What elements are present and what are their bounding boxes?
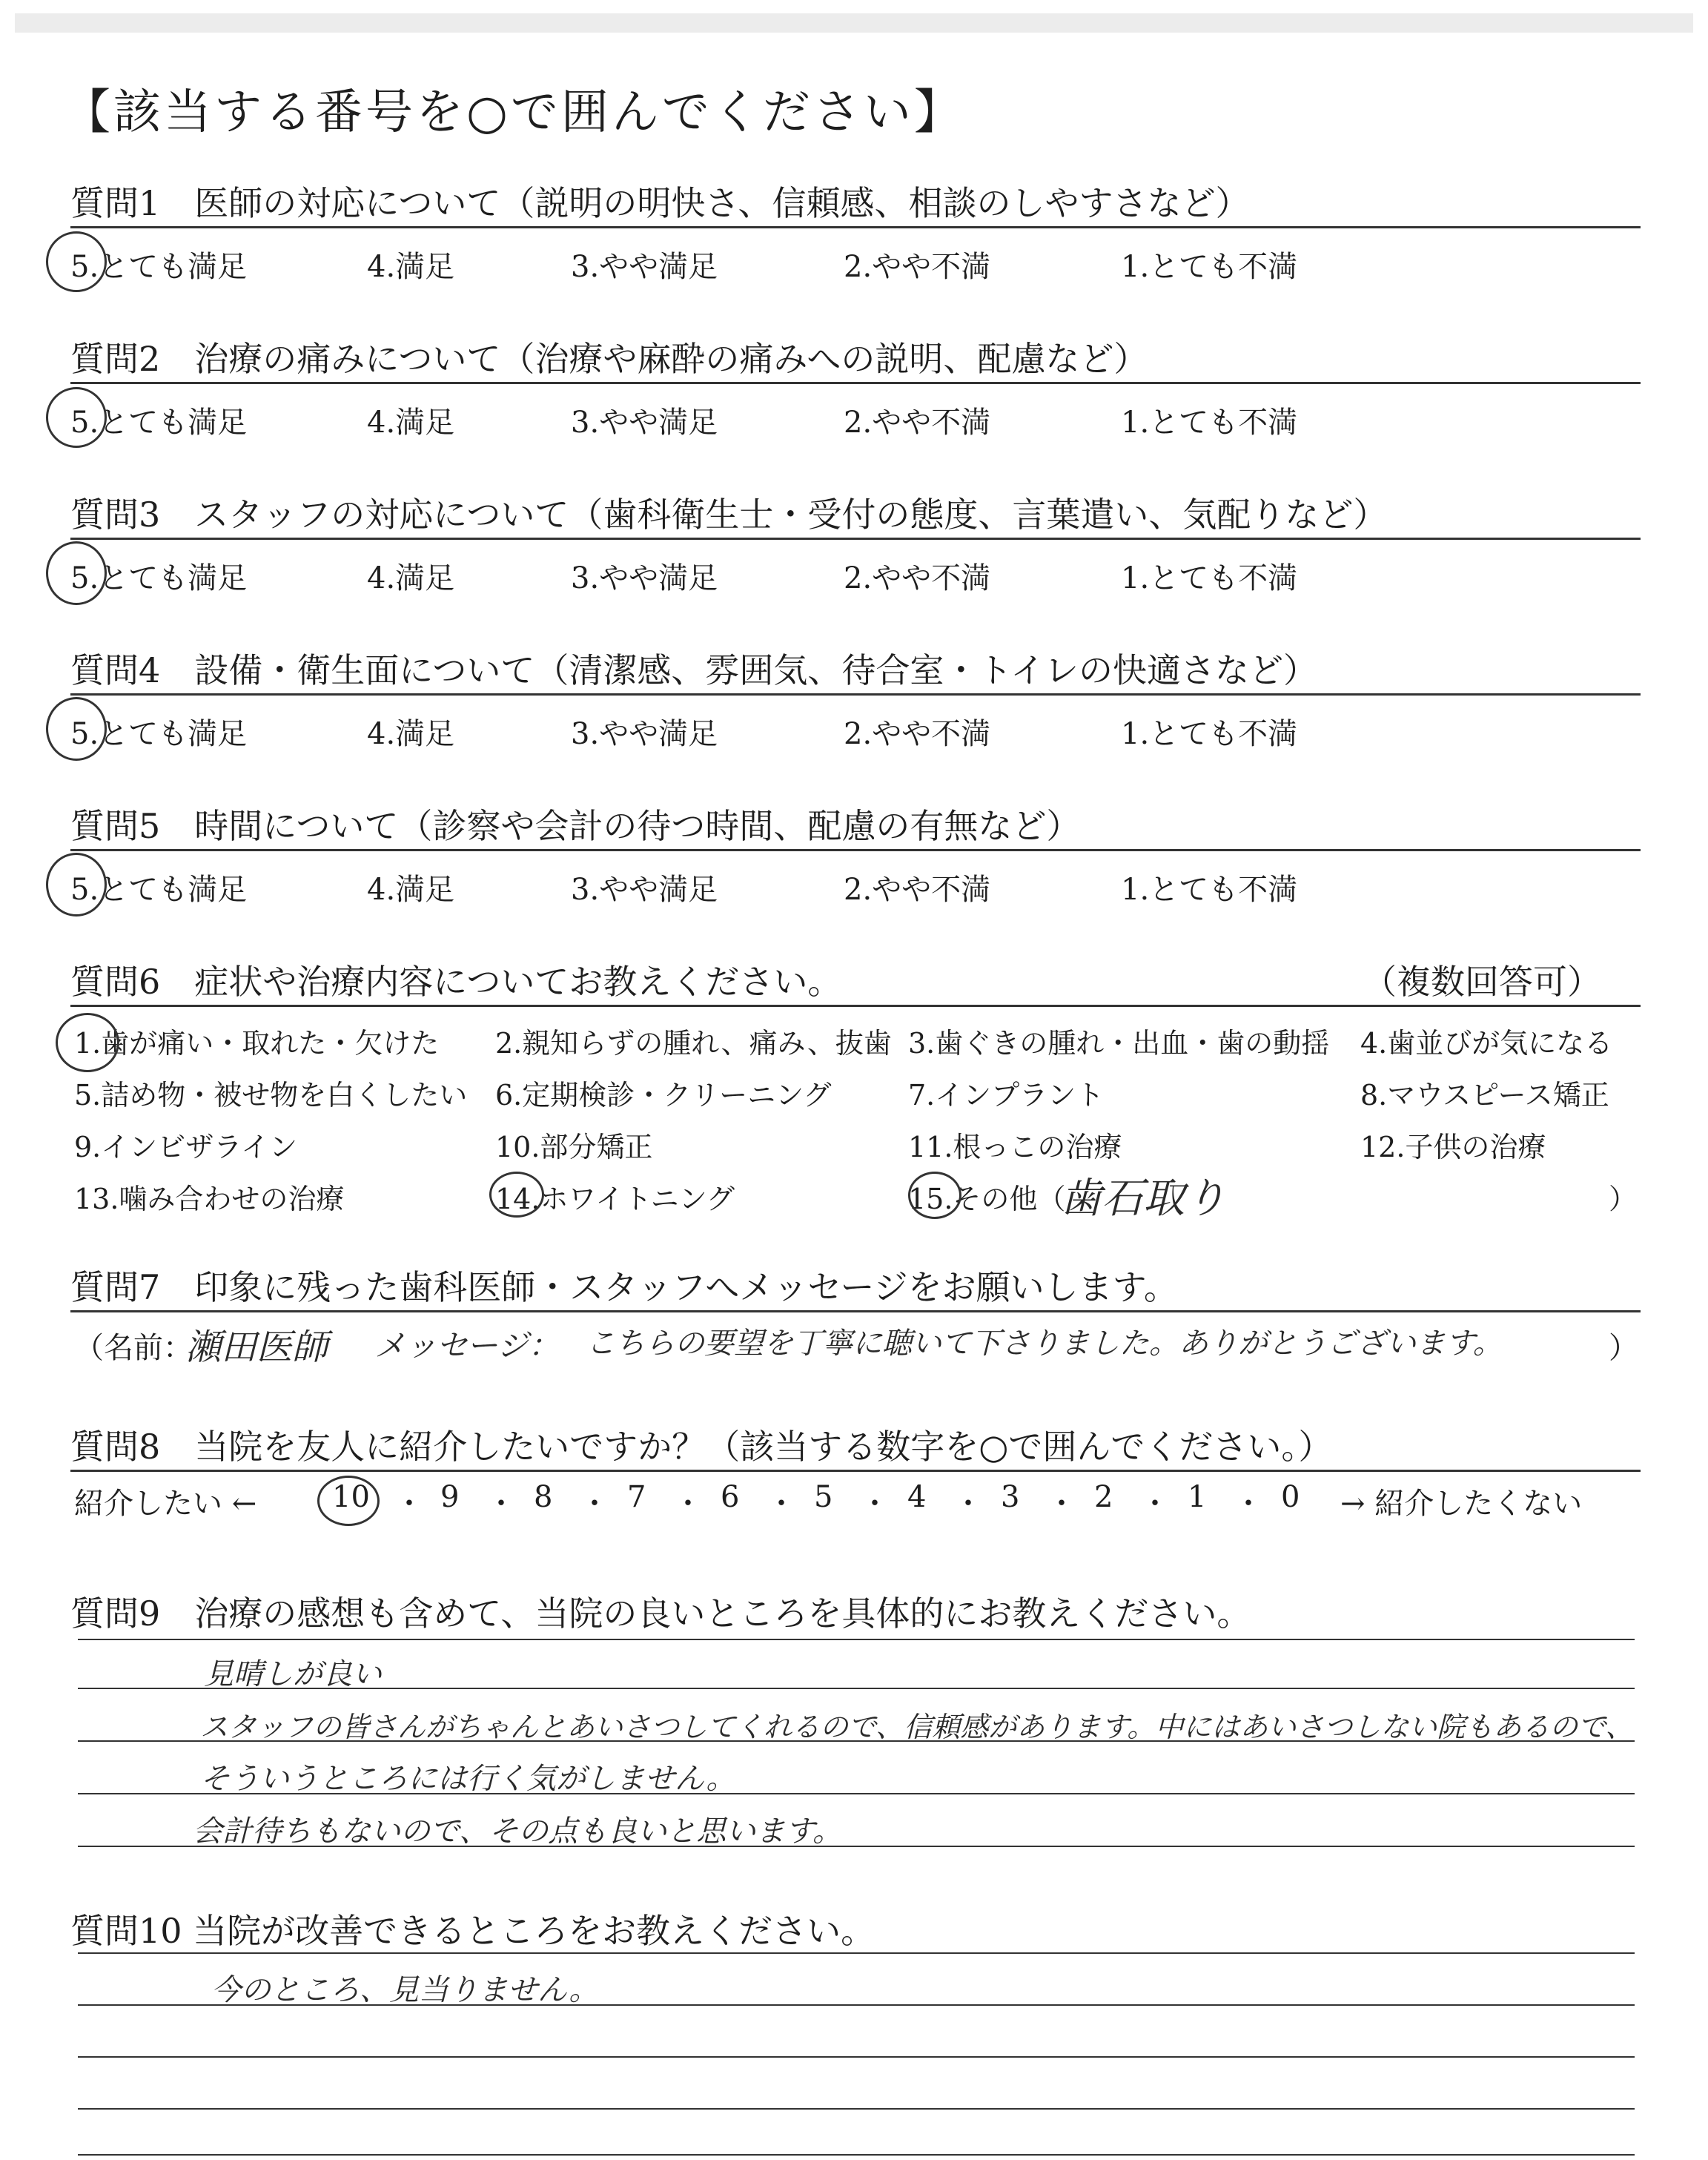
q7-close-paren: ） — [1609, 1331, 1638, 1365]
question-8-rule — [70, 1470, 1641, 1472]
q3-option-5[interactable]: 5.とても満足 — [70, 561, 248, 595]
q6-item-4[interactable]: 4.歯並びが気になる — [1360, 1027, 1613, 1060]
q10-writing-line — [78, 2154, 1635, 2156]
question-4-title: 質問4 設備・衛生面について（清潔感、雰囲気、待合室・トイレの快適さなど） — [70, 650, 1318, 690]
question-2-rule — [70, 382, 1641, 384]
q8-selection-circle — [317, 1476, 380, 1526]
question-1-rule — [70, 226, 1641, 228]
q1-selection-circle — [46, 231, 107, 292]
q8-scale-4[interactable]: 4 — [907, 1480, 927, 1514]
q8-scale-6[interactable]: 6 — [721, 1480, 740, 1514]
q2-option-1[interactable]: 1.とても不満 — [1121, 406, 1298, 440]
q8-scale-separator: ・ — [860, 1487, 890, 1521]
q6-item-12[interactable]: 12.子供の治療 — [1360, 1131, 1546, 1163]
q8-scale-3[interactable]: 3 — [1001, 1480, 1020, 1514]
q8-scale-separator: ・ — [767, 1487, 796, 1521]
q8-scale-separator: ・ — [1234, 1487, 1263, 1521]
q7-message-handwritten: こちらの要望を丁寧に聴いて下さりました。ありがとうございます。 — [586, 1327, 1503, 1361]
q4-option-5[interactable]: 5.とても満足 — [70, 717, 248, 751]
q6-other-close-paren: ） — [1609, 1183, 1638, 1215]
q5-option-5[interactable]: 5.とても満足 — [70, 873, 248, 907]
q3-option-4[interactable]: 4.満足 — [367, 561, 455, 595]
q8-scale-7[interactable]: 7 — [627, 1480, 646, 1514]
q6-item-7[interactable]: 7.インプラント — [908, 1079, 1105, 1112]
q4-option-1[interactable]: 1.とても不満 — [1121, 717, 1298, 751]
q1-option-2[interactable]: 2.やや不満 — [844, 250, 991, 284]
q6-item-5[interactable]: 5.詰め物・被せ物を白くしたい — [74, 1079, 468, 1112]
q6-item-14-circle — [489, 1172, 544, 1218]
q2-option-3[interactable]: 3.やや満足 — [571, 406, 718, 440]
q6-item-9[interactable]: 9.インビザライン — [74, 1131, 298, 1163]
q6-item-2[interactable]: 2.親知らずの腫れ、痛み、抜歯 — [495, 1027, 892, 1060]
q5-selection-circle — [46, 853, 107, 916]
q10-writing-line — [78, 1952, 1635, 1954]
question-2-title: 質問2 治療の痛みについて（治療や麻酔の痛みへの説明、配慮など） — [70, 339, 1148, 379]
question-7-title: 質問7 印象に残った歯科医師・スタッフへメッセージをお願いします。 — [70, 1267, 1178, 1307]
q7-name-label: （名前： — [74, 1331, 193, 1365]
q6-item-10[interactable]: 10.部分矯正 — [495, 1131, 653, 1163]
q8-scale-8[interactable]: 8 — [534, 1480, 553, 1514]
q6-item-13[interactable]: 13.噛み合わせの治療 — [74, 1183, 345, 1215]
q7-name-handwritten: 瀬田医師 — [185, 1327, 328, 1368]
q6-item-1-circle — [56, 1013, 119, 1072]
q2-option-4[interactable]: 4.満足 — [367, 406, 455, 440]
q1-option-1[interactable]: 1.とても不満 — [1121, 250, 1298, 284]
q5-option-2[interactable]: 2.やや不満 — [844, 873, 991, 907]
q6-item-1[interactable]: 1.歯が痛い・取れた・欠けた — [74, 1027, 440, 1060]
q6-item-6[interactable]: 6.定期検診・クリーニング — [495, 1079, 832, 1112]
q8-left-label: 紹介したい ← — [74, 1487, 257, 1521]
scan-top-band — [15, 13, 1693, 33]
question-10-title: 質問10 当院が改善できるところをお教えください。 — [70, 1911, 875, 1951]
q5-option-1[interactable]: 1.とても不満 — [1121, 873, 1298, 907]
question-5-title: 質問5 時間について（診察や会計の待つ時間、配慮の有無など） — [70, 806, 1081, 846]
q10-writing-line — [78, 2056, 1635, 2058]
q9-answer-line-3: そういうところには行く気がしません。 — [200, 1762, 736, 1796]
q6-other-handwritten: 歯石取り — [1060, 1175, 1226, 1223]
q3-option-3[interactable]: 3.やや満足 — [571, 561, 718, 595]
q5-option-3[interactable]: 3.やや満足 — [571, 873, 718, 907]
q10-writing-line — [78, 2108, 1635, 2110]
q1-option-5[interactable]: 5.とても満足 — [70, 250, 248, 284]
q3-option-2[interactable]: 2.やや不満 — [844, 561, 991, 595]
q1-option-4[interactable]: 4.満足 — [367, 250, 455, 284]
q4-option-2[interactable]: 2.やや不満 — [844, 717, 991, 751]
q2-option-2[interactable]: 2.やや不満 — [844, 406, 991, 440]
q4-option-4[interactable]: 4.満足 — [367, 717, 455, 751]
q6-item-8[interactable]: 8.マウスピース矯正 — [1360, 1079, 1609, 1112]
question-8-title: 質問8 当院を友人に紹介したいですか？（該当する数字を○で囲んでください。） — [70, 1427, 1333, 1467]
q9-answer-line-4: 会計待ちもないので、その点も良いと思います。 — [193, 1814, 842, 1849]
q8-scale-separator: ・ — [1047, 1487, 1076, 1521]
q3-selection-circle — [46, 541, 107, 605]
q8-scale-separator: ・ — [486, 1487, 516, 1521]
q8-scale-10[interactable]: 10 — [332, 1480, 370, 1514]
q8-scale-separator: ・ — [953, 1487, 983, 1521]
q1-option-3[interactable]: 3.やや満足 — [571, 250, 718, 284]
q5-option-4[interactable]: 4.満足 — [367, 873, 455, 907]
q8-scale-9[interactable]: 9 — [440, 1480, 460, 1514]
q6-item-14[interactable]: 14.ホワイトニング — [495, 1183, 735, 1215]
q6-item-3[interactable]: 3.歯ぐきの腫れ・出血・歯の動揺 — [908, 1027, 1330, 1060]
question-6-title: 質問6 症状や治療内容についてお教えください。 — [70, 962, 842, 1002]
question-9-title: 質問9 治療の感想も含めて、当院の良いところを具体的にお教えください。 — [70, 1593, 1251, 1634]
page-title: 【該当する番号を○で囲んでください】 — [63, 85, 964, 140]
question-6-rule — [70, 1005, 1641, 1007]
q8-right-label: → 紹介したくない — [1340, 1487, 1583, 1521]
q2-option-5[interactable]: 5.とても満足 — [70, 406, 248, 440]
question-5-rule — [70, 849, 1641, 851]
question-6-multi-answer-note: （複数回答可） — [1363, 962, 1601, 1002]
q6-item-15[interactable]: 15.その他（ — [908, 1183, 1066, 1215]
q8-scale-separator: ・ — [580, 1487, 609, 1521]
q8-scale-5[interactable]: 5 — [814, 1480, 833, 1514]
q6-item-11[interactable]: 11.根っこの治療 — [908, 1131, 1122, 1163]
q2-selection-circle — [46, 387, 107, 448]
q4-selection-circle — [46, 697, 107, 761]
q8-scale-separator: ・ — [1140, 1487, 1170, 1521]
question-3-rule — [70, 538, 1641, 540]
q4-option-3[interactable]: 3.やや満足 — [571, 717, 718, 751]
q9-answer-line-1: 見晴しが良い — [204, 1657, 382, 1691]
q8-scale-separator: ・ — [673, 1487, 703, 1521]
q6-item-15-circle — [908, 1172, 961, 1219]
q8-scale-1[interactable]: 1 — [1188, 1480, 1207, 1514]
q10-answer-line-1: 今のところ、見当りません。 — [211, 1973, 599, 2007]
question-3-title: 質問3 スタッフの対応について（歯科衛生士・受付の態度、言葉遣い、気配りなど） — [70, 495, 1388, 535]
q8-scale-2[interactable]: 2 — [1094, 1480, 1113, 1514]
question-1-title: 質問1 医師の対応について（説明の明快さ、信頼感、相談のしやすさなど） — [70, 183, 1250, 223]
q8-scale-0[interactable]: 0 — [1281, 1480, 1300, 1514]
question-4-rule — [70, 693, 1641, 696]
q7-message-label: メッセージ： — [374, 1327, 560, 1364]
q9-writing-line — [78, 1639, 1635, 1640]
q8-scale-separator: ・ — [394, 1487, 424, 1521]
question-7-rule — [70, 1310, 1641, 1312]
q3-option-1[interactable]: 1.とても不満 — [1121, 561, 1298, 595]
q9-answer-line-2: スタッフの皆さんがちゃんとあいさつしてくれるので、信頼感があります。中にはあいさつしない院もあるので、 — [200, 1711, 1634, 1743]
